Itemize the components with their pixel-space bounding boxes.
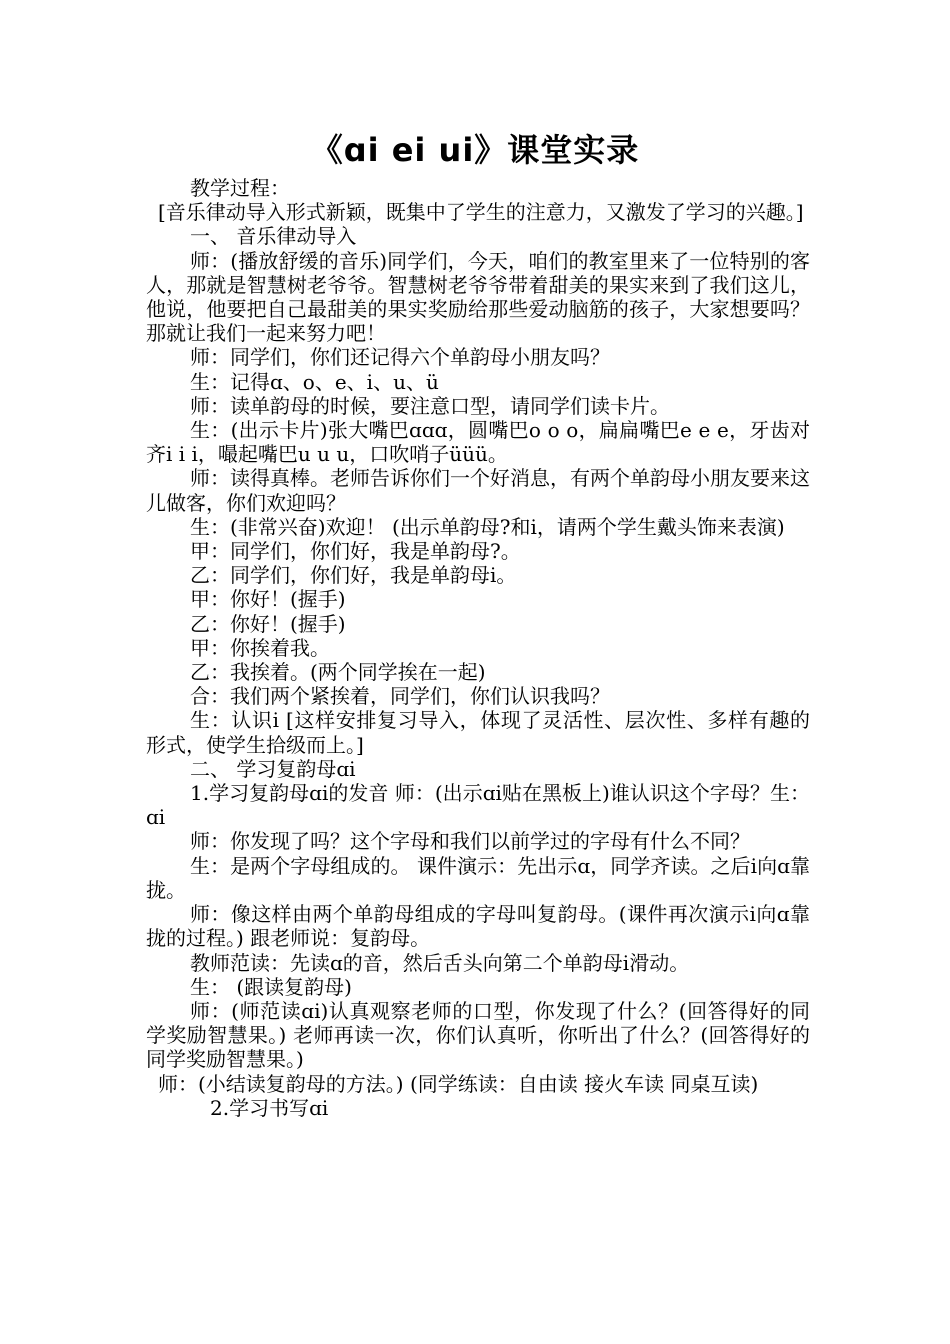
paragraph: 师：像这样由两个单韵母组成的字母叫复韵母。(课件再次演示i向ɑ靠拢的过程。) 跟老师说：复韵母。	[146, 902, 810, 951]
paragraph: 生：认识i [这样安排复习导入，体现了灵活性、层次性、多样有趣的形式，使学生拾级而上。]	[146, 708, 810, 757]
paragraph: 师：(师范读ɑi)认真观察老师的口型，你发现了什么？(回答得好的同学奖励智慧果。) 老师再读一次，你们认真听，你听出了什么？(回答得好的同学奖励智慧果。)	[146, 998, 810, 1072]
paragraph-process-heading: 教学过程：	[190, 176, 290, 200]
paragraph: 生： (跟读复韵母)	[190, 974, 352, 999]
paragraph: 生：(非常兴奋)欢迎！ (出示单韵母?和i，请两个学生戴头饰来表演)	[190, 514, 785, 539]
paragraph: 甲：同学们，你们好，我是单韵母?。	[190, 539, 521, 564]
paragraph: 乙：你好！(握手)	[190, 611, 346, 636]
paragraph: 师：(播放舒缓的音乐)同学们，今天，咱们的教室里来了一位特别的客人，那就是智慧树老爷爷。智慧树老爷爷带着甜美的果实来到了我们这儿，他说，他要把自己最甜美的果实奖励给那些爱动脑筋的孩子，大家想要吗？那就让我们一起来努力吧！	[146, 248, 810, 346]
paragraph: 乙：我挨着。(两个同学挨在一起)	[190, 660, 486, 685]
subsection-heading-writing: 2.学习书写ɑi	[210, 1095, 329, 1120]
paragraph: 甲：你好！(握手)	[190, 587, 346, 612]
paragraph: 师：读单韵母的时候，要注意口型，请同学们读卡片。	[190, 393, 670, 418]
paragraph: 1.学习复韵母ɑi的发音 师：(出示ɑi贴在黑板上)谁认识这个字母？生：ɑi	[146, 781, 810, 830]
document-title: 《ɑi ei ui》课堂实录	[310, 131, 640, 169]
section-heading-ai: 二、 学习复韵母ɑi	[190, 756, 356, 781]
paragraph: 生：(出示卡片)张大嘴巴ɑɑɑ，圆嘴巴o o o，扁扁嘴巴e e e，牙齿对齐i i i，嘬起嘴巴u u u，口吹哨子üüü。	[146, 418, 810, 467]
section-heading-music-intro: 一、 音乐律动导入	[190, 224, 357, 249]
paragraph: 生：是两个字母组成的。 课件演示：先出示ɑ，同学齐读。之后i向ɑ靠拢。	[146, 853, 810, 902]
paragraph-bracket-note: [音乐律动导入形式新颖，既集中了学生的注意力，又激发了学习的兴趣。]	[158, 200, 804, 225]
paragraph: 师：(小结读复韵母的方法。) (同学练读：自由读 接火车读 同桌互读)	[158, 1071, 759, 1096]
paragraph: 师：你发现了吗？这个字母和我们以前学过的字母有什么不同？	[190, 829, 750, 854]
paragraph: 甲：你挨着我。	[190, 635, 330, 660]
paragraph: 师：读得真棒。老师告诉你们一个好消息，有两个单韵母小朋友要来这儿做客，你们欢迎吗？	[146, 466, 810, 515]
paragraph: 乙：同学们，你们好，我是单韵母i。	[190, 563, 517, 588]
document-body	[146, 176, 810, 1120]
paragraph: 合：我们两个紧挨着，同学们，你们认识我吗？	[190, 684, 610, 709]
paragraph: 教师范读：先读ɑ的音，然后舌头向第二个单韵母i滑动。	[190, 950, 690, 975]
paragraph: 生：记得ɑ、o、e、i、u、ü	[190, 369, 439, 394]
paragraph: 师：同学们，你们还记得六个单韵母小朋友吗？	[190, 345, 610, 370]
